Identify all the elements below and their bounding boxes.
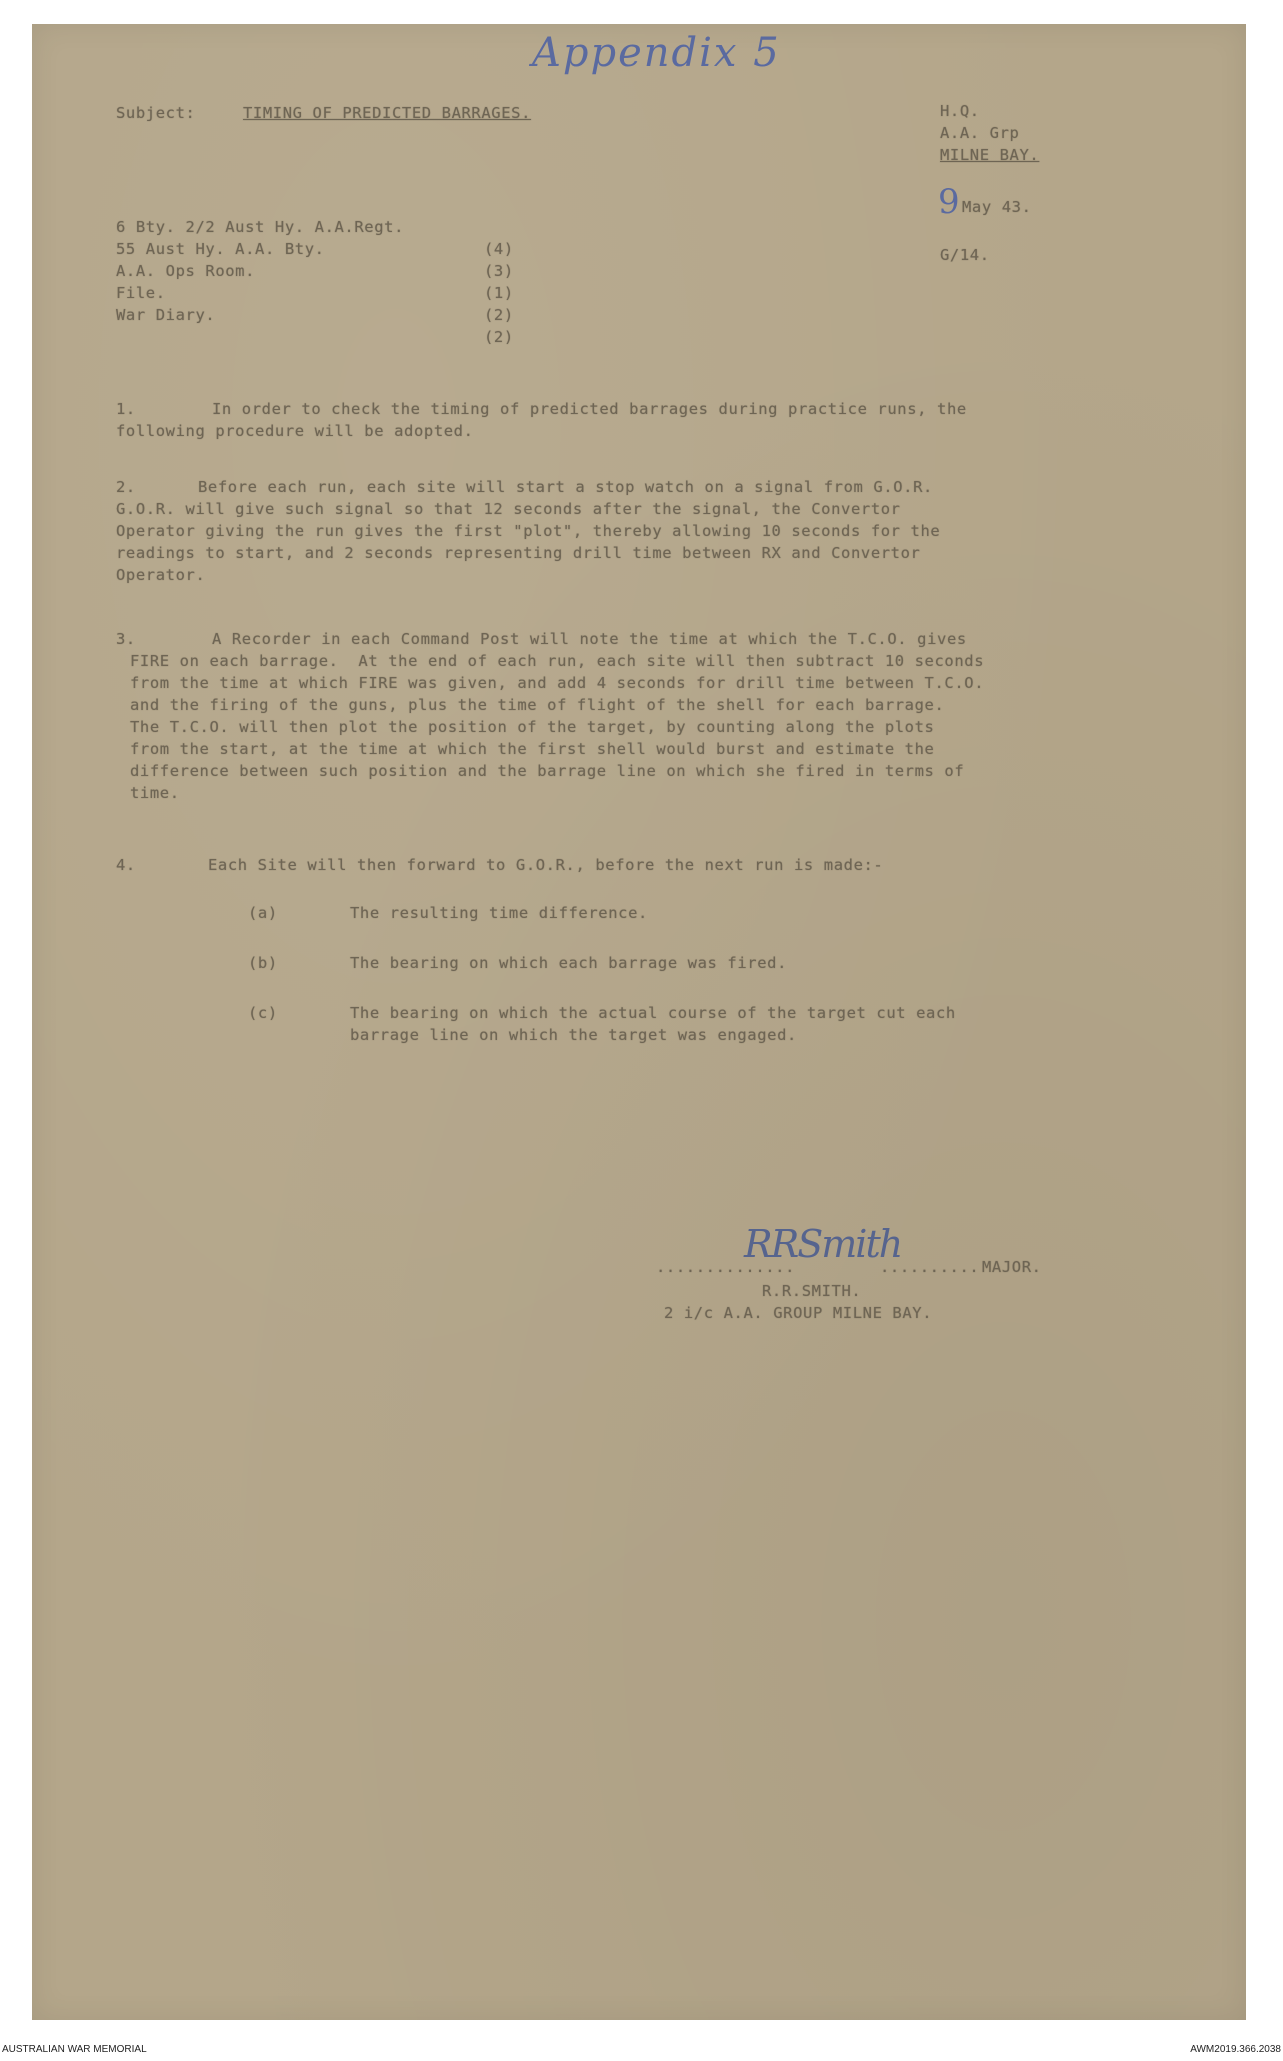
distribution-copies: (2) <box>484 306 514 324</box>
document-page <box>32 24 1246 2020</box>
appendix-annotation: Appendix 5 <box>532 30 781 76</box>
distribution-row <box>116 282 514 370</box>
signature-rank: MAJOR. <box>982 1258 1042 1276</box>
distribution-copies: (4) <box>484 240 514 258</box>
date-text: May 43. <box>962 198 1032 216</box>
subitem-c-line: barrage line on which the target was engaged. <box>350 1026 797 1044</box>
distribution-item: 55 Aust Hy. A.A. Bty. <box>116 240 325 258</box>
distribution-item: 6 Bty. 2/2 Aust Hy. A.A.Regt. <box>116 218 405 236</box>
footer-left: AUSTRALIAN WAR MEMORIAL <box>2 2044 147 2055</box>
distribution-item: War Diary. <box>116 306 216 324</box>
header-aa-grp: A.A. Grp <box>940 124 1020 142</box>
subitem-c-letter: (c) <box>248 1004 278 1022</box>
signature-dots-right: .......... <box>880 1258 980 1276</box>
subitem-c-line: The bearing on which the actual course of the target cut each <box>350 1004 956 1022</box>
paragraph-3-line: and the firing of the guns, plus the time of flight of the shell for each barrage. <box>130 696 945 714</box>
paragraph-3-line: The T.C.O. will then plot the position of the target, by counting along the plots <box>130 718 935 736</box>
signature-title: 2 i/c A.A. GROUP MILNE BAY. <box>664 1304 933 1322</box>
paragraph-3-line: FIRE on each barrage. At the end of each run, each site will then subtract 10 seconds <box>130 652 985 670</box>
paragraph-3-number: 3. <box>116 630 136 648</box>
paragraph-1-line: In order to check the timing of predicted barrages during practice runs, the <box>212 400 967 418</box>
reference-number: G/14. <box>940 246 990 264</box>
paragraph-2-line: G.O.R. will give such signal so that 12 seconds after the signal, the Convertor <box>116 500 901 518</box>
paragraph-3-line: from the time at which FIRE was given, and add 4 seconds for drill time between T.C.O. <box>130 674 985 692</box>
distribution-copies: (2) <box>484 328 514 346</box>
paragraph-2-line: Operator. <box>116 566 206 584</box>
paragraph-4-number: 4. <box>116 856 136 874</box>
paragraph-2-line: readings to start, and 2 seconds representing drill time between RX and Convertor <box>116 544 921 562</box>
distribution-item: File. <box>116 284 166 302</box>
distribution-copies: (3) <box>484 262 514 280</box>
paragraph-2-line: Operator giving the run gives the first "plot", thereby allowing 10 seconds for the <box>116 522 941 540</box>
subitem-b-letter: (b) <box>248 954 278 972</box>
header-hq: H.Q. <box>940 102 980 120</box>
paragraph-1-number: 1. <box>116 400 136 418</box>
paragraph-3-line: from the start, at the time at which the first shell would burst and estimate the <box>130 740 935 758</box>
distribution-copies: (1) <box>484 284 514 302</box>
subitem-a-line: The resulting time difference. <box>350 904 648 922</box>
subject-text: TIMING OF PREDICTED BARRAGES. <box>243 104 532 122</box>
paragraph-2-line: Before each run, each site will start a stop watch on a signal from G.O.R. <box>198 478 933 496</box>
signature-dots-left: .............. <box>656 1258 796 1276</box>
paragraph-3-line: A Recorder in each Command Post will note the time at which the T.C.O. gives <box>212 630 967 648</box>
date-day-handwritten: 9 <box>938 182 960 222</box>
paragraph-3-line: difference between such position and the barrage line on which she fired in terms of <box>130 762 965 780</box>
subitem-a-letter: (a) <box>248 904 278 922</box>
subject-label: Subject: <box>116 104 196 122</box>
paragraph-3-line: time. <box>130 784 180 802</box>
footer-right: AWM2019.366.2038 <box>1190 2044 1281 2055</box>
subitem-b-line: The bearing on which each barrage was fired. <box>350 954 787 972</box>
handwritten-signature: RRSmith <box>744 1222 902 1266</box>
paragraph-2-number: 2. <box>116 478 136 496</box>
header-milne-bay: MILNE BAY. <box>940 146 1040 164</box>
signature-name: R.R.SMITH. <box>762 1282 862 1300</box>
paragraph-1-line: following procedure will be adopted. <box>116 422 474 440</box>
paragraph-4-line: Each Site will then forward to G.O.R., before the next run is made:- <box>208 856 884 874</box>
distribution-item: A.A. Ops Room. <box>116 262 256 280</box>
